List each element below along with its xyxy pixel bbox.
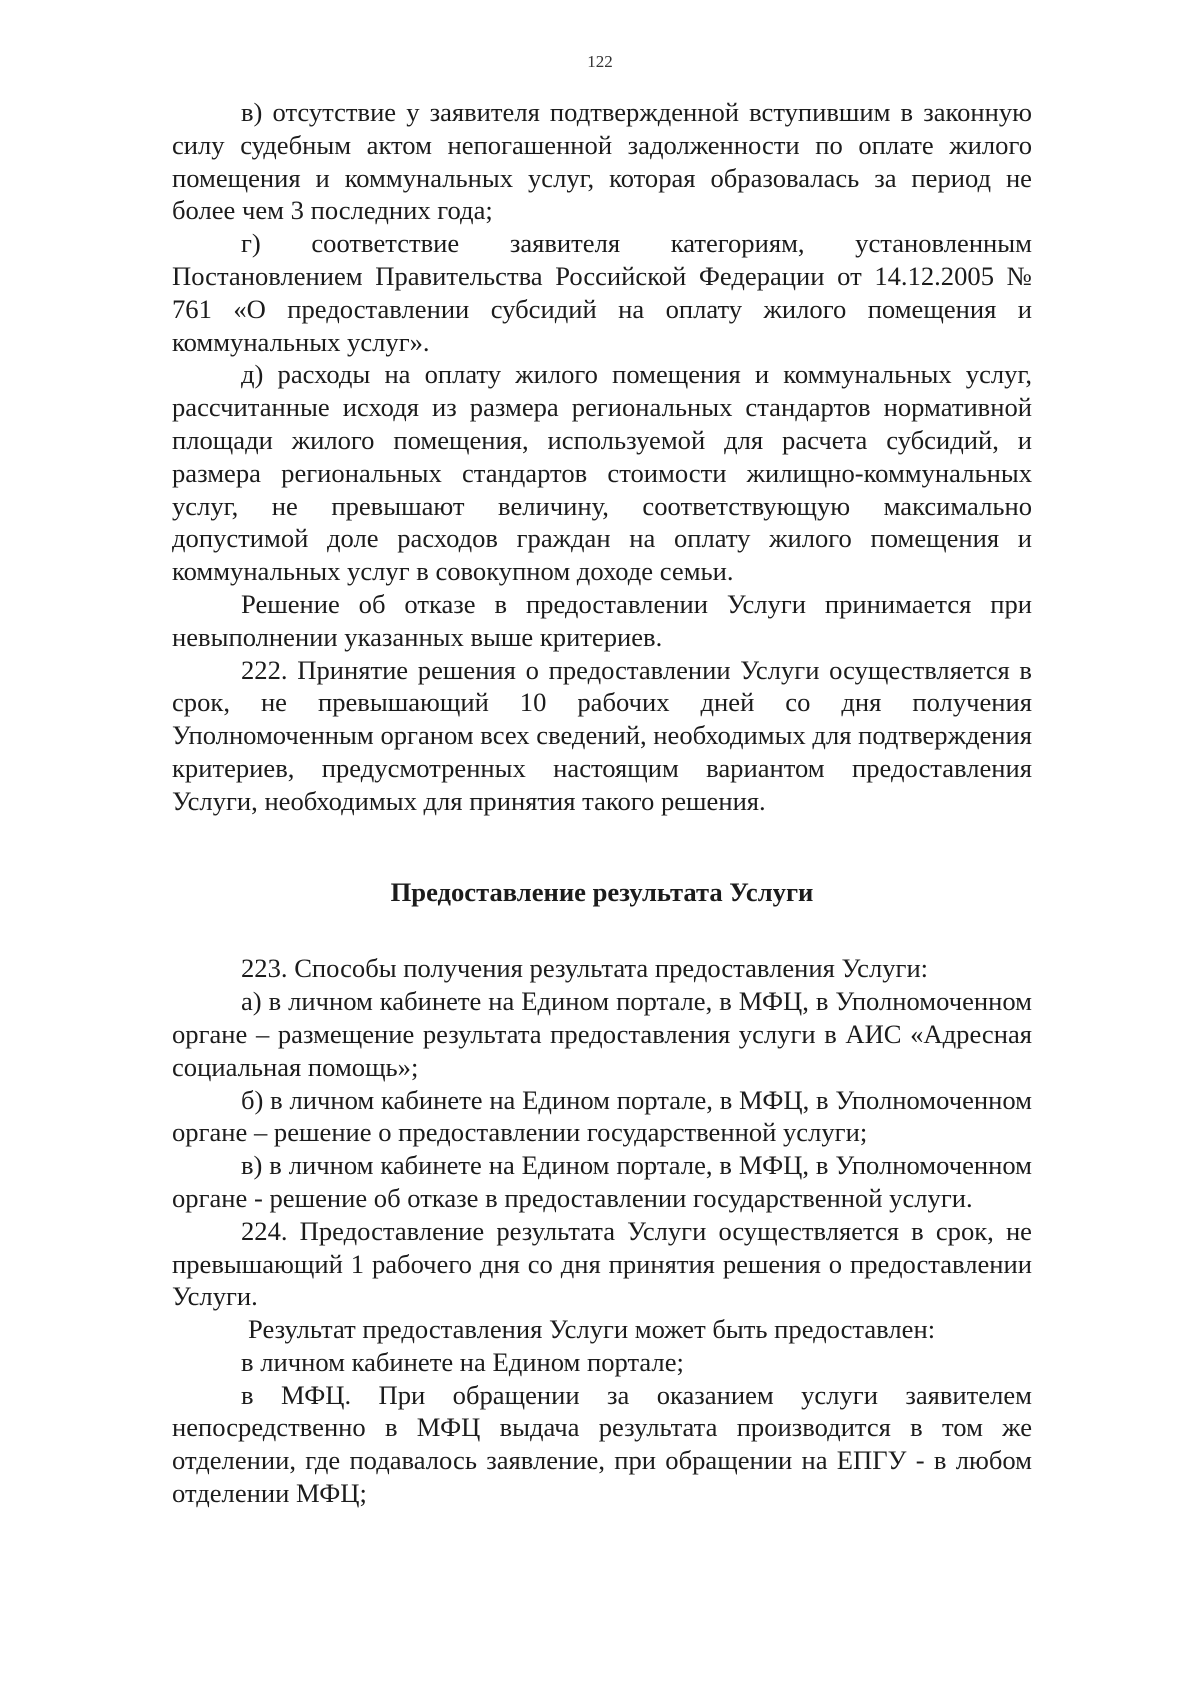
paragraph-result-provision: Результат предоставления Услуги может быть предоставлен:	[248, 1314, 936, 1345]
paragraph-223-v: в) в личном кабинете на Едином портале, в МФЦ, в Уполномоченном органе - решение об отказе в предоставлении государственной услуги.	[172, 1150, 1032, 1213]
paragraph-223-a: а) в личном кабинете на Едином портале, в МФЦ, в Уполномоченном органе – размещение результата предоставления услуги в АИС «Адресная социальная помощь»;	[172, 986, 1032, 1082]
paragraph-223: 223. Способы получения результата предоставления Услуги:	[241, 953, 929, 984]
page-number: 122	[587, 52, 613, 71]
paragraph-mfc: в МФЦ. При обращении за оказанием услуги заявителем непосредственно в МФЦ выдача результата производится в том же отделении, где подавалось заявление, при обращении на ЕПГУ - в любом отделении МФЦ;	[172, 1379, 1032, 1509]
paragraph-criterion-g: г) соответствие заявителя категориям, установленным Постановлением Правительства Российской Федерации от 14.12.2005 № 761 «О предоставлении субсидий на оплату жилого помещения и коммунальных услуг».	[172, 228, 1032, 357]
paragraph-refusal-decision: Решение об отказе в предоставлении Услуги принимается при невыполнении указанных выше критериев.	[172, 588, 1032, 652]
paragraph-personal-account: в личном кабинете на Едином портале;	[241, 1346, 684, 1377]
document-body	[172, 96, 1032, 1510]
paragraph-criterion-v: в) отсутствие у заявителя подтвержденной вступившим в законную силу судебным актом непогашенной задолженности по оплате жилого помещения и коммунальных услуг, которая образовалась за период не более чем 3 последних года;	[172, 97, 1032, 226]
paragraph-223-b: б) в личном кабинете на Едином портале, в МФЦ, в Уполномоченном органе – решение о предоставлении государственной услуги;	[172, 1084, 1032, 1148]
section-heading: Предоставление результата Услуги	[390, 876, 814, 907]
paragraph-criterion-d: д) расходы на оплату жилого помещения и коммунальных услуг, рассчитанные исходя из размера региональных стандартов нормативной площади жилого помещения, используемой для расчета субсидий, и размера региональных стандартов стоимости жилищно-коммунальных услуг, не превышают величину, соответствующую максимально допустимой доле расходов граждан на оплату жилого помещения и коммунальных услуг в совокупном доходе семьи.	[172, 359, 1032, 587]
paragraph-222: 222. Принятие решения о предоставлении Услуги осуществляется в срок, не превышающий 10 рабочих дней со дня получения Уполномоченным органом всех сведений, необходимых для подтверждения критериев, предусмотренных настоящим вариантом предоставления Услуги, необходимых для принятия такого решения.	[172, 654, 1032, 816]
paragraph-224: 224. Предоставление результата Услуги осуществляется в срок, не превышающий 1 рабочего дня со дня принятия решения о предоставлении Услуги.	[172, 1215, 1032, 1312]
